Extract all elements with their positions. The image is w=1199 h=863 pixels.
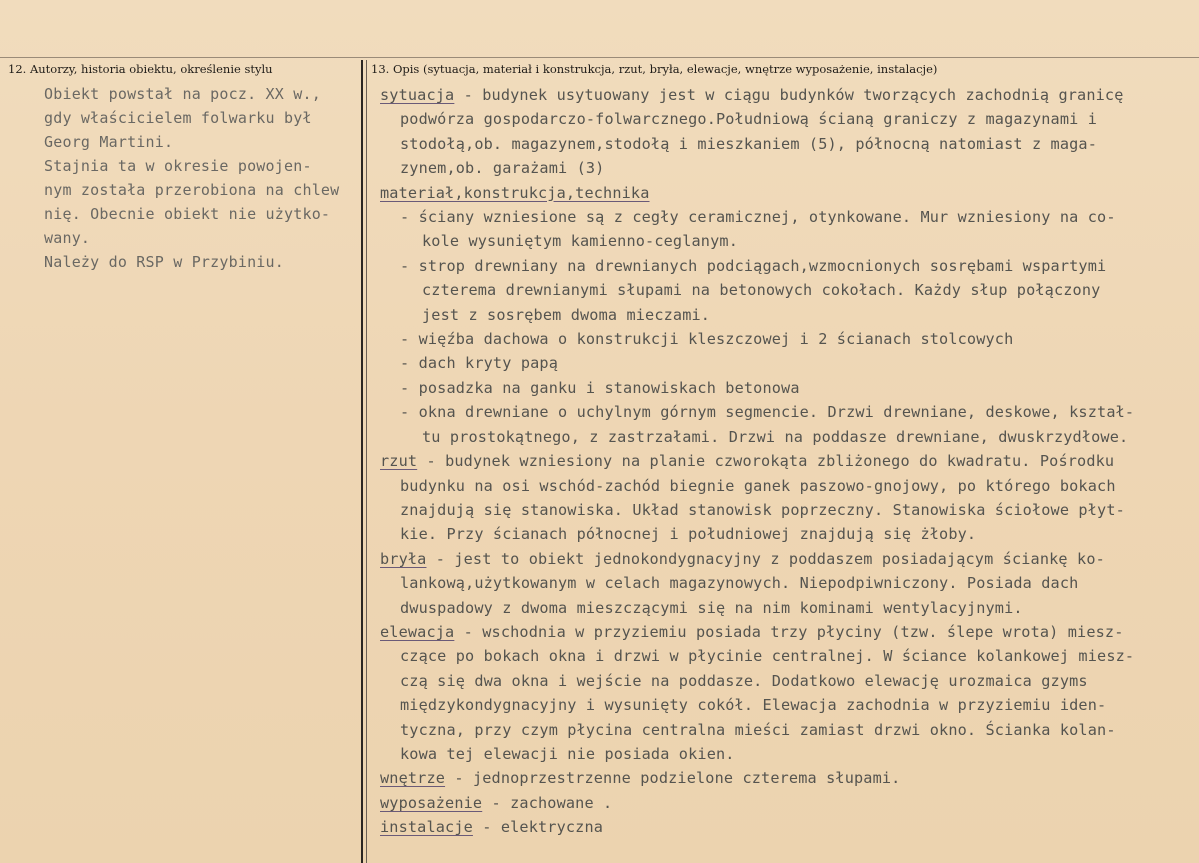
sytuacja-text: - budynek usytuowany jest w ciągu budynków tworzących zachodnią granicę (454, 86, 1124, 104)
history-line: gdy właścicielem folwarku był (44, 109, 312, 127)
elewacja-label: elewacja (380, 622, 455, 641)
rzut-line (380, 449, 1190, 473)
material-item: - ściany wzniesione są z cegły ceramicznej, otynkowane. Mur wzniesiony na co- (400, 208, 1116, 227)
sytuacja-line (380, 83, 1190, 107)
wnetrze-label: wnętrze (380, 769, 446, 788)
elewacja-line (380, 620, 1190, 644)
wyposazenie-label: wyposażenie (380, 793, 483, 812)
material-line (380, 181, 1190, 205)
history-line: Georg Martini. (44, 133, 174, 151)
material-item: kole wysuniętym kamienno-ceglanym. (422, 232, 738, 251)
wnetrze-text: - jednoprzestrzenne podzielone czterema słupami. (445, 769, 901, 788)
elewacja-cont: czące po bokach okna i drzwi w płycinie centralnej. W ściance kolankowej miesz- (400, 647, 1135, 666)
bryla-line (380, 547, 1190, 571)
column-divider-thin (366, 60, 367, 863)
sytuacja-cont: podwórza gospodarczo-folwarcznego.Południową ścianą graniczy z magazynami i (400, 110, 1098, 129)
sytuacja-cont: zynem,ob. garażami (3) (400, 159, 605, 178)
wnetrze-line (380, 766, 1190, 790)
bryla-text: - jest to obiekt jednokondygnacyjny z poddaszem posiadającym ściankę ko- (426, 549, 1105, 568)
wyposazenie-line (380, 791, 1190, 815)
material-item: czterema drewnianymi słupami na betonowych cokołach. Każdy słup połączony (422, 281, 1101, 300)
material-label: materiał,konstrukcja,technika (380, 183, 650, 202)
history-line: nym została przerobiona na chlew (44, 181, 340, 199)
rzut-label: rzut (380, 452, 418, 471)
sytuacja-label: sytuacja (380, 86, 455, 104)
sytuacja-cont: stodołą,ob. magazynem,stodołą i mieszkaniem (5), północną natomiast z maga- (400, 134, 1098, 153)
rzut-cont: znajdują się stanowiska. Układ stanowisk poprzeczny. Stanowiska ściołowe płyt- (400, 500, 1125, 519)
material-item: - więźba dachowa o konstrukcji kleszczowej i 2 ścianach stolcowych (400, 330, 1014, 349)
material-item: tu prostokątnego, z zastrzałami. Drzwi na poddasze drewniane, dwuskrzydłowe. (422, 427, 1129, 446)
instalacje-line (380, 815, 1190, 839)
wyposazenie-text: - zachowane . (482, 793, 613, 812)
bryla-label: bryła (380, 549, 427, 568)
bryla-cont: lankową,użytkowanym w celach magazynowych. Niepodpiwniczony. Posiada dach (400, 574, 1079, 593)
material-item: - dach kryty papą (400, 354, 558, 373)
elewacja-cont: tyczna, przy czym płycina centralna mieści zamiast drzwi okno. Ścianka kolan- (400, 720, 1116, 739)
bryla-cont: dwuspadowy z dwoma mieszczącymi się na nim kominami wentylacyjnymi. (400, 598, 1023, 617)
material-item: - posadzka na ganku i stanowiskach betonowa (400, 378, 800, 397)
history-line: Stajnia ta w okresie powojen- (44, 157, 312, 175)
history-line: Obiekt powstał na pocz. XX w., (44, 85, 321, 103)
heading-authors-history: 12. Autorzy, historia obiektu, określenie stylu (8, 62, 273, 76)
material-item: jest z sosrębem dwoma mieczami. (422, 305, 711, 324)
heading-description: 13. Opis (sytuacja, materiał i konstrukcja, rzut, bryła, elewacje, wnętrze wyposażenie, instalacje) (371, 62, 938, 76)
elewacja-cont: kowa tej elewacji nie posiada okien. (400, 744, 735, 763)
rzut-text: - budynek wzniesiony na planie czworokąta zbliżonego do kwadratu. Pośrodku (417, 452, 1115, 471)
history-line: nię. Obecnie obiekt nie użytko- (44, 205, 331, 223)
top-rule (0, 57, 1199, 58)
description-text-block (380, 83, 1190, 840)
history-line: wany. (44, 229, 91, 247)
rzut-cont: kie. Przy ścianach północnej i południowej znajdują się żłoby. (400, 525, 977, 544)
instalacje-text: - elektryczna (472, 818, 604, 837)
instalacje-label: instalacje (380, 818, 473, 837)
elewacja-cont: międzykondygnacyjny i wysunięty cokół. Elewacja zachodnia w przyziemiu iden- (400, 696, 1107, 715)
rzut-cont: budynku na osi wschód-zachód biegnie ganek paszowo-gnojowy, po którego bokach (400, 476, 1116, 495)
history-text-block (44, 82, 364, 274)
history-line: Należy do RSP w Przybiniu. (44, 253, 284, 271)
elewacja-cont: czą się dwa okna i wejście na poddasze. Dodatkowo elewację urozmaica gzyms (400, 671, 1088, 690)
material-item: - okna drewniane o uchylnym górnym segmencie. Drzwi drewniane, deskowe, kształ- (400, 403, 1135, 422)
elewacja-text: - wschodnia w przyziemiu posiada trzy płyciny (tzw. ślepe wrota) miesz- (454, 622, 1124, 641)
material-item: - strop drewniany na drewnianych podciągach,wzmocnionych sosrębami wspartymi (400, 256, 1107, 275)
